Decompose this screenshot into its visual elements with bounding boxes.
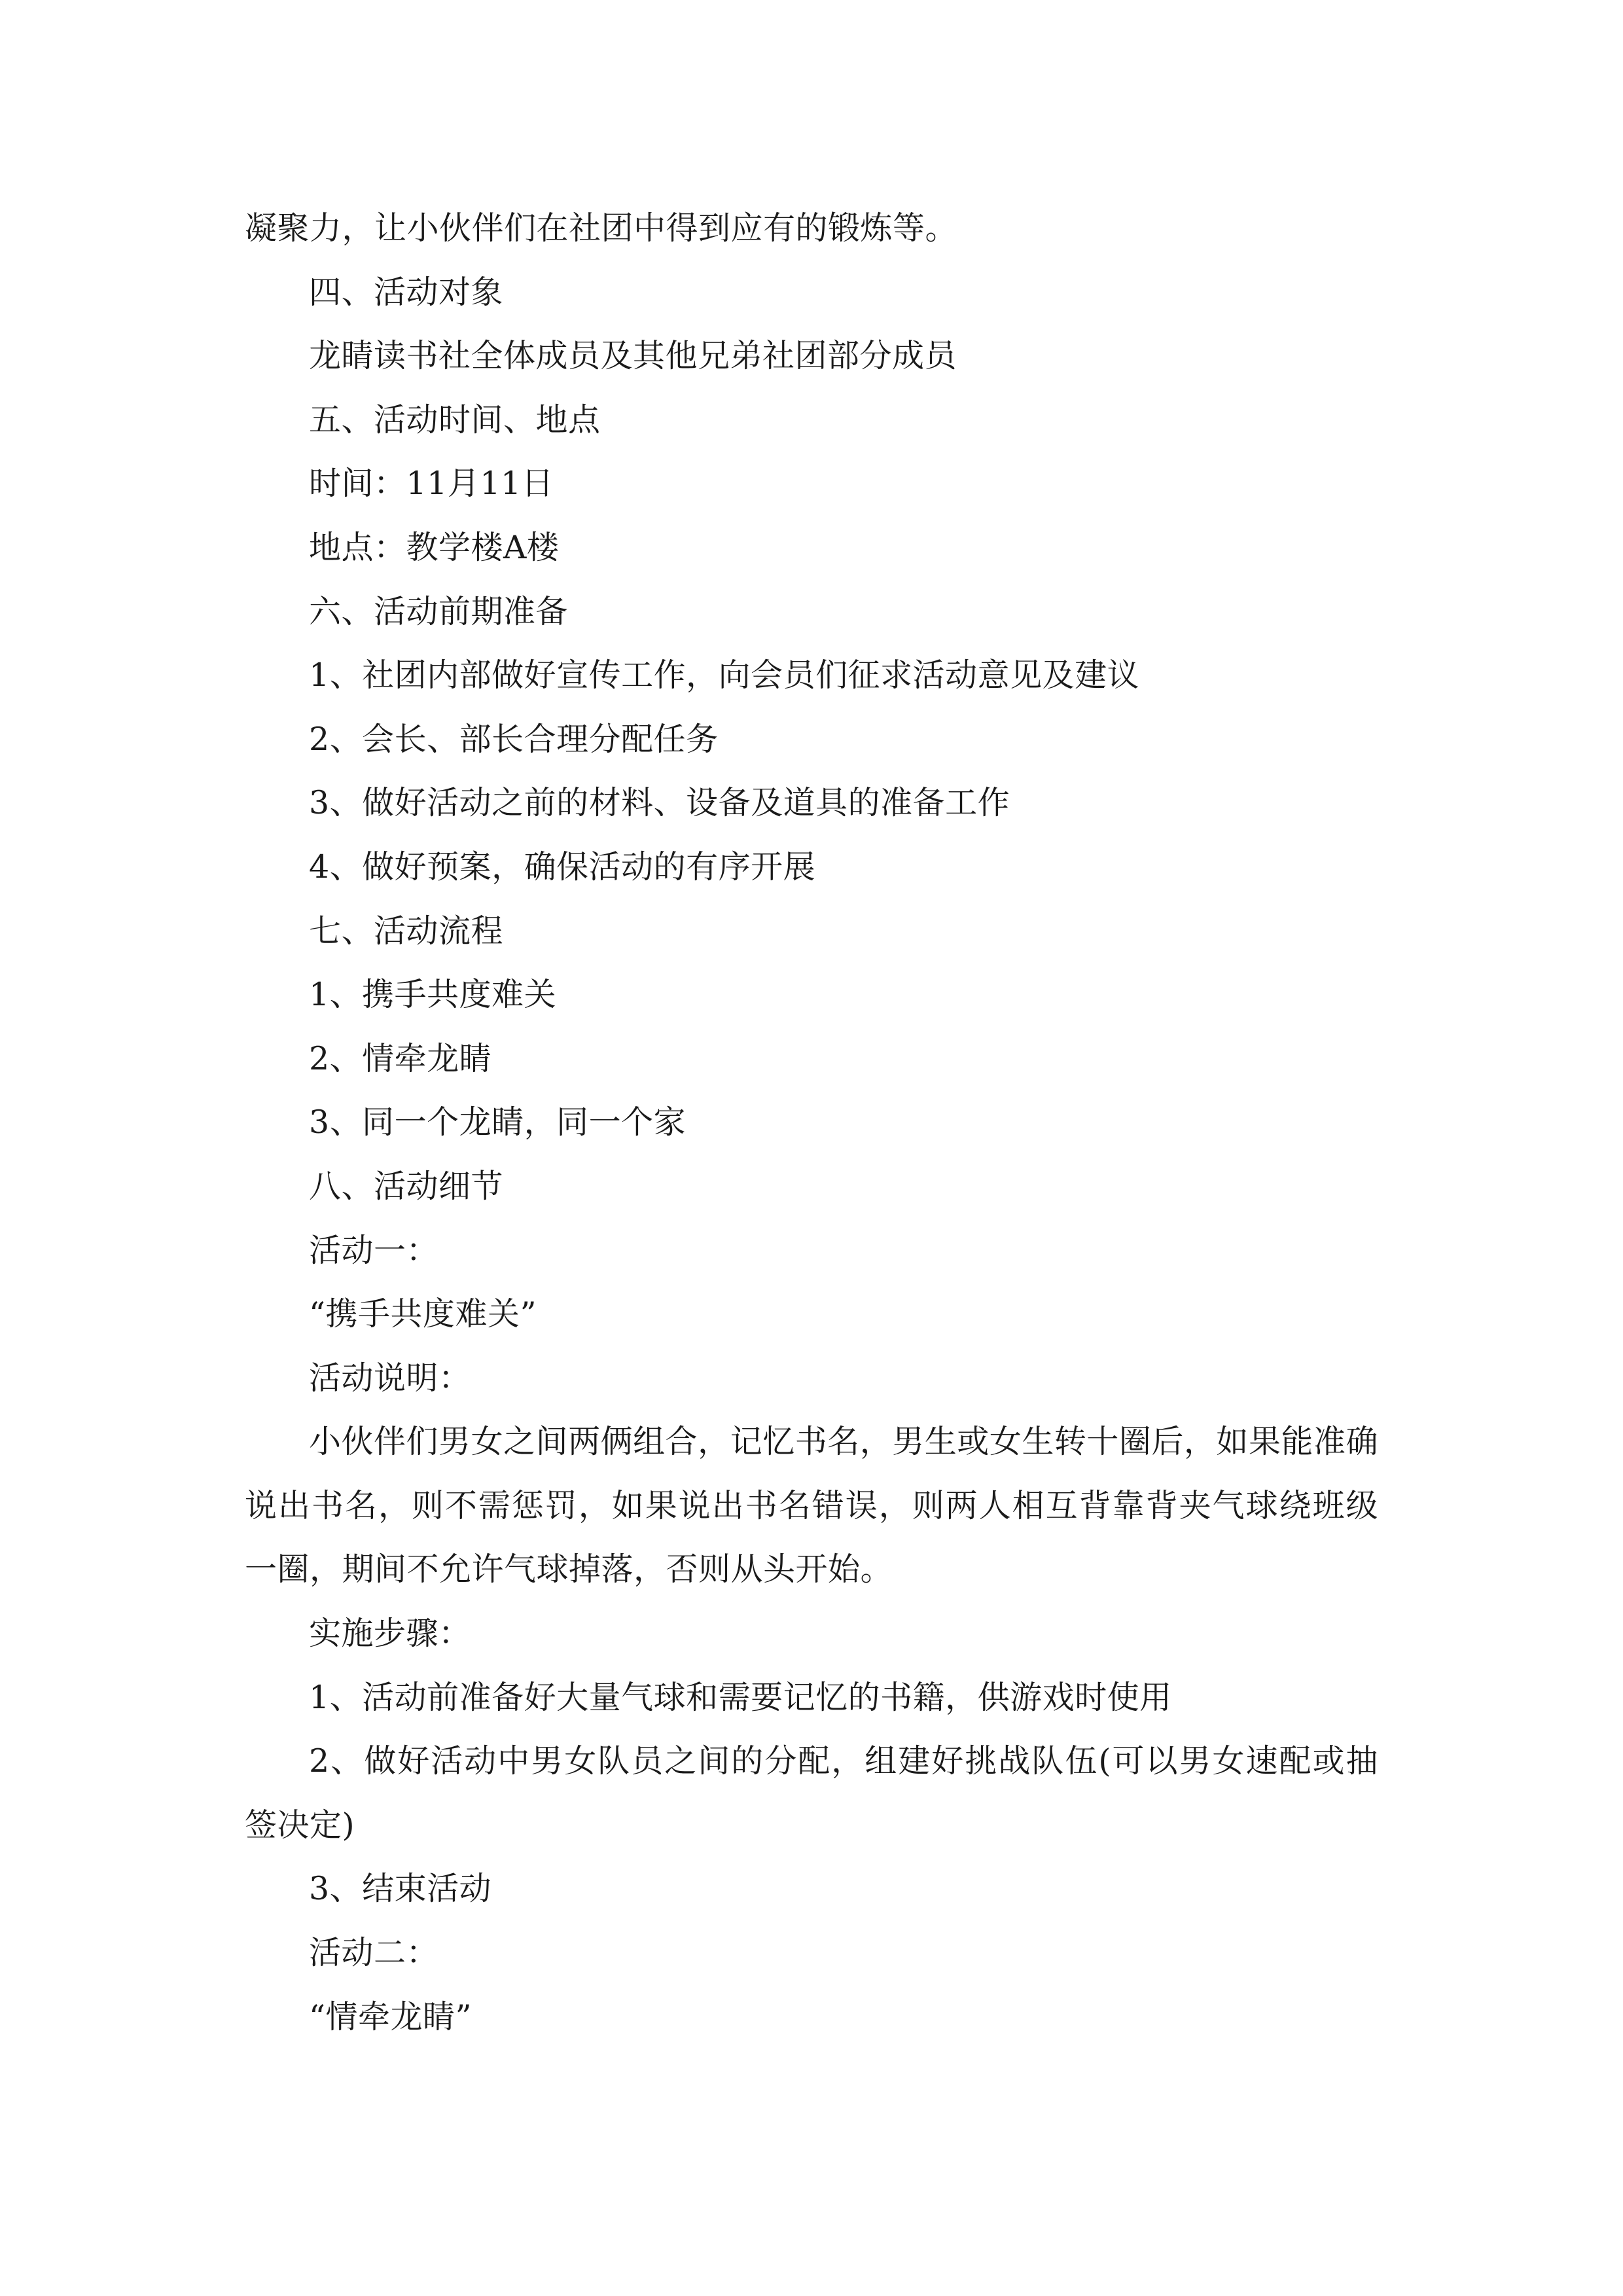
section-heading: 四、活动对象 — [309, 273, 504, 311]
list-item: 1、活动前准备好大量气球和需要记忆的书籍，供游戏时使用 — [309, 1678, 1172, 1716]
paragraph: 活动二： — [309, 1934, 439, 1972]
section-heading: 七、活动流程 — [309, 912, 504, 950]
activity-title: “情牵龙睛” — [309, 1998, 473, 2036]
list-item: 1、携手共度难关 — [309, 976, 557, 1014]
list-item: 1、社团内部做好宣传工作，向会员们征求活动意见及建议 — [309, 656, 1140, 694]
document-body — [245, 196, 1378, 2049]
list-item: 4、做好预案，确保活动的有序开展 — [309, 848, 816, 886]
paragraph: 时间：11月11日 — [309, 465, 554, 503]
list-item: 2、会长、部长合理分配任务 — [309, 720, 719, 758]
paragraph: 龙睛读书社全体成员及其他兄弟社团部分成员 — [309, 337, 957, 375]
list-item: 3、做好活动之前的材料、设备及道具的准备工作 — [309, 784, 1010, 822]
paragraph: 活动说明： — [309, 1359, 471, 1397]
list-item: 3、同一个龙睛，同一个家 — [309, 1103, 687, 1141]
list-item: 3、结束活动 — [309, 1870, 492, 1908]
paragraph: 小伙伴们男女之间两俩组合，记忆书名，男生或女生转十圈后，如果能准确说出书名，则不需惩罚，如果说出书名错误，则两人相互背靠背夹气球绕班级一圈，期间不允许气球掉落，否则从头开始。 — [245, 1423, 1378, 1588]
activity-title: “携手共度难关” — [309, 1295, 537, 1333]
section-heading: 五、活动时间、地点 — [309, 401, 601, 439]
section-heading: 六、活动前期准备 — [309, 592, 569, 630]
paragraph: 地点：教学楼A楼 — [309, 528, 560, 566]
paragraph: 实施步骤： — [309, 1615, 471, 1653]
section-heading: 八、活动细节 — [309, 1167, 504, 1205]
paragraph: 凝聚力，让小伙伴们在社团中得到应有的锻炼等。 — [245, 209, 958, 247]
list-item: 2、情牵龙睛 — [309, 1039, 492, 1077]
list-item: 2、做好活动中男女队员之间的分配，组建好挑战队伍(可以男女速配或抽签决定) — [245, 1742, 1378, 1844]
paragraph: 活动一： — [309, 1231, 439, 1269]
